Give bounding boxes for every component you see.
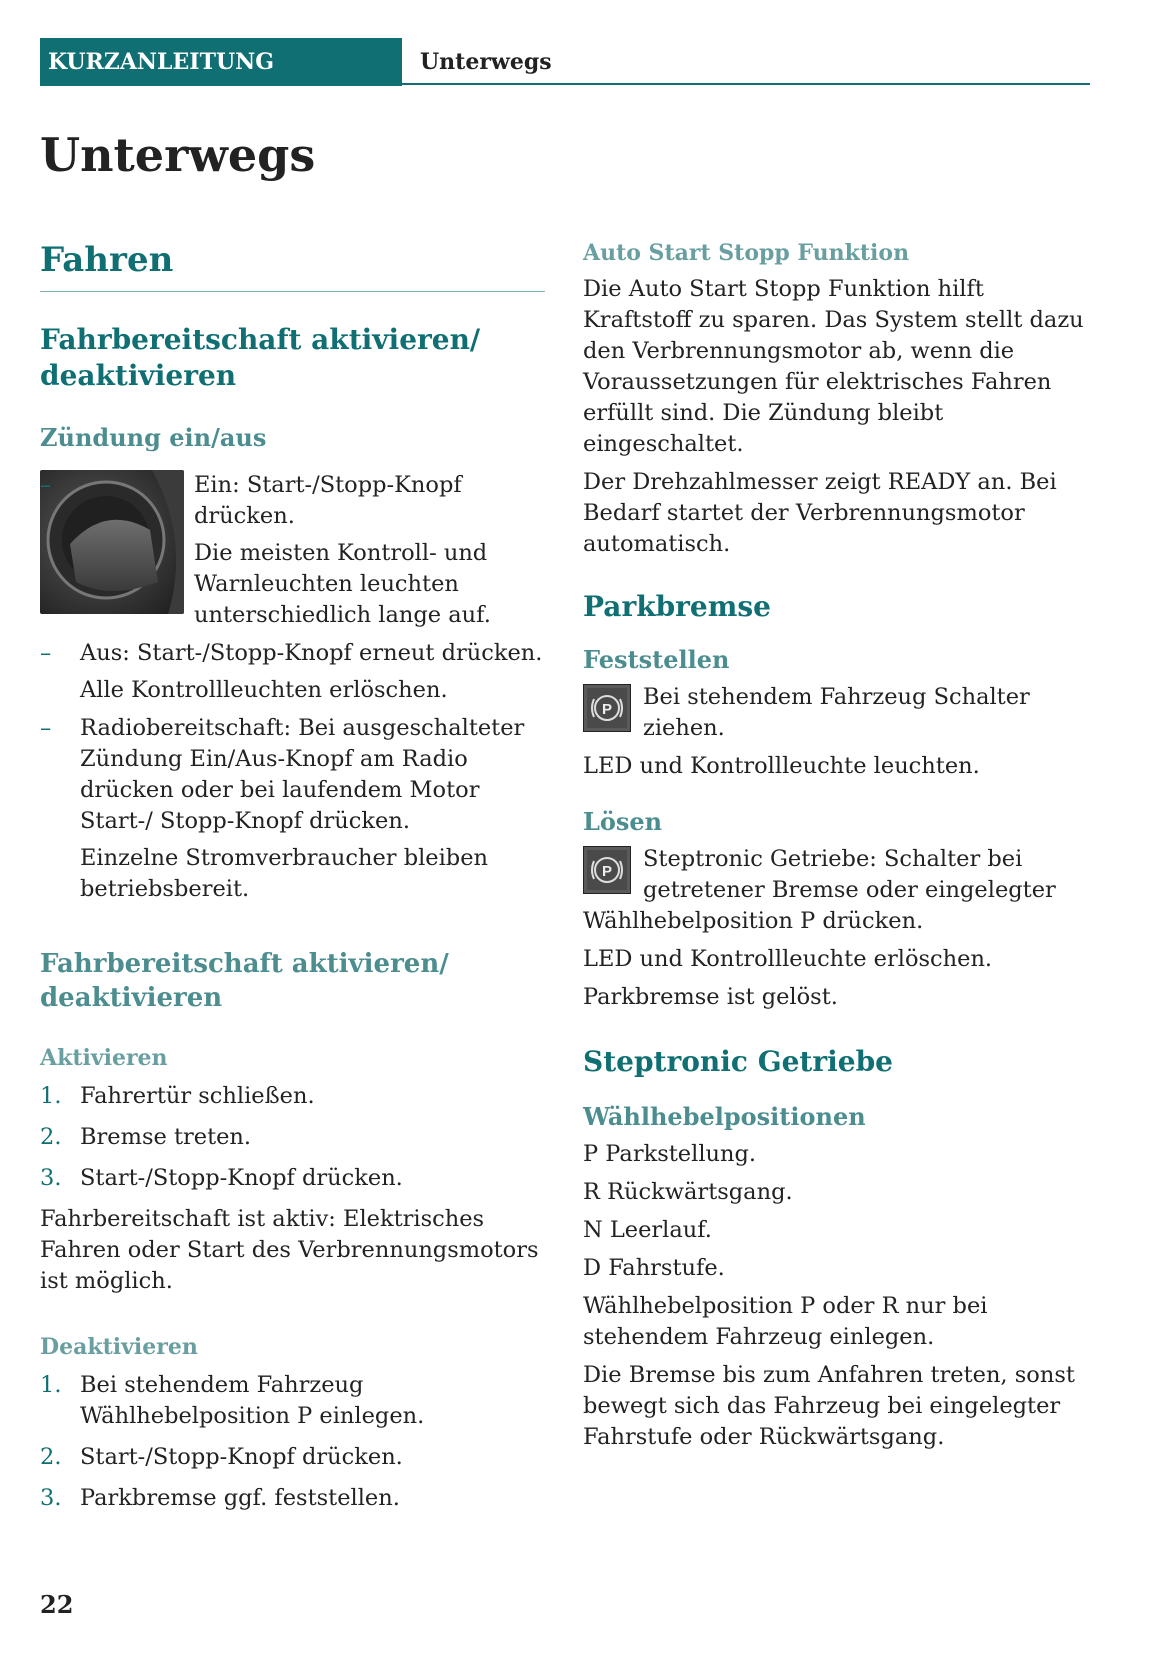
item-on: Ein: Start-/Stopp-Knopf drücken. [194,472,462,530]
list-item [40,470,545,631]
parking-brake-icon [583,684,631,732]
feststellen-led-text: LED und Kontrollleuchte leuchten. [583,752,980,779]
list-item: 3. Start-/Stopp-Knopf drücken. [40,1164,403,1191]
heading-fahrbereitschaft: Fahrbereitschaft aktivieren/ deaktivieren [40,322,481,392]
list-item: 2. Bremse treten. [40,1123,252,1150]
position-r: R Rückwärtsgang. [583,1178,793,1205]
heading-fahren: Fahren [40,240,545,292]
feststellen-text: Bei stehendem Fahrzeug Schalter ziehen. [643,683,1030,741]
list-item [40,638,545,706]
steptronic-text-2: Die Bremse bis zum Anfahren treten, sonst bewegt sich das Fahrzeug bei eingelegter Fahrstufe oder Rückwärtsgang. [583,1361,1075,1450]
list-item: 2. Start-/Stopp-Knopf drücken. [40,1443,403,1470]
item-off: Aus: Start-/Stopp-Knopf erneut drücken. [80,640,543,667]
auto-text-2: Der Drehzahlmesser zeigt READY an. Bei Bedarf startet der Verbrennungsmotor automatisch. [583,469,1057,557]
list-item [40,713,545,905]
page-number: 22 [40,1590,74,1619]
list-item: 1. Fahrertür schließen. [40,1082,315,1109]
steptronic-text-1: Wählhebelposition P oder R nur bei stehendem Fahrzeug einlegen. [583,1292,988,1350]
right-column [583,240,1093,1460]
chapter-label: Unterwegs [420,49,552,75]
page-title: Unterwegs [40,128,316,182]
left-column [40,240,545,1524]
heading-fahrbereitschaft-2: Fahrbereitschaft aktivieren/ deaktivieren [40,949,449,1013]
item-radio: Radiobereitschaft: Bei ausgeschalteter Zündung Ein/Aus-Knopf am Radio drücken oder bei laufendem Motor Start-/ Stopp-Knopf drücken. [80,715,525,835]
loesen-text: Steptronic Getriebe: Schalter bei getretener Bremse oder eingelegter Wählhebelposition P drücken. [583,845,1056,934]
position-n: N Leerlauf. [583,1216,712,1243]
parking-brake-icon [583,846,631,894]
ignition-list [40,470,545,631]
aktiv-text: Fahrbereitschaft ist aktiv: Elektrisches Fahren oder Start des Verbrennungsmotors ist möglich. [40,1205,539,1294]
heading-steptronic: Steptronic Getriebe [583,1044,893,1078]
item-off-note: Alle Kontrollleuchten erlöschen. [80,677,448,704]
list-item: 1. Bei stehendem Fahrzeug Wählhebelposition P einlegen. [40,1371,425,1429]
heading-zuendung: Zündung ein/aus [40,423,267,453]
position-d: D Fahrstufe. [583,1254,725,1281]
item-on-note: Die meisten Kontroll- und Warnleuchten leuchten unterschiedlich lange auf. [194,540,491,629]
heading-auto-start-stopp: Auto Start Stopp Funktion [583,240,910,266]
auto-text-1: Die Auto Start Stopp Funktion hilft Kraftstoff zu sparen. Das System stellt dazu den Verbrennungsmotor ab, wenn die Voraussetzungen für elektrisches Fahren erfüllt sind. Die Zündung bleibt eingeschaltet. [583,276,1084,457]
list-item: 3. Parkbremse ggf. feststellen. [40,1484,400,1511]
position-p: P Parkstellung. [583,1140,757,1167]
heading-deaktivieren: Deaktivieren [40,1333,198,1360]
svg-text:P: P [601,862,613,880]
item-radio-note: Einzelne Stromverbraucher bleiben betriebsbereit. [80,845,489,903]
page-header [40,38,1090,86]
heading-waehlhebelpositionen: Wählhebelpositionen [583,1101,866,1131]
heading-parkbremse: Parkbremse [583,590,771,623]
heading-feststellen: Feststellen [583,644,730,674]
heading-loesen: Lösen [583,806,663,836]
loesen-led-text: LED und Kontrollleuchte erlöschen. [583,945,993,972]
section-tab: KURZANLEITUNG [40,38,402,86]
svg-text:P: P [601,700,613,718]
loesen-status-text: Parkbremse ist gelöst. [583,983,838,1010]
heading-aktivieren: Aktivieren [40,1044,168,1071]
aktivieren-steps [40,1081,545,1194]
deaktivieren-steps [40,1370,545,1514]
ignition-list-2 [40,638,545,905]
